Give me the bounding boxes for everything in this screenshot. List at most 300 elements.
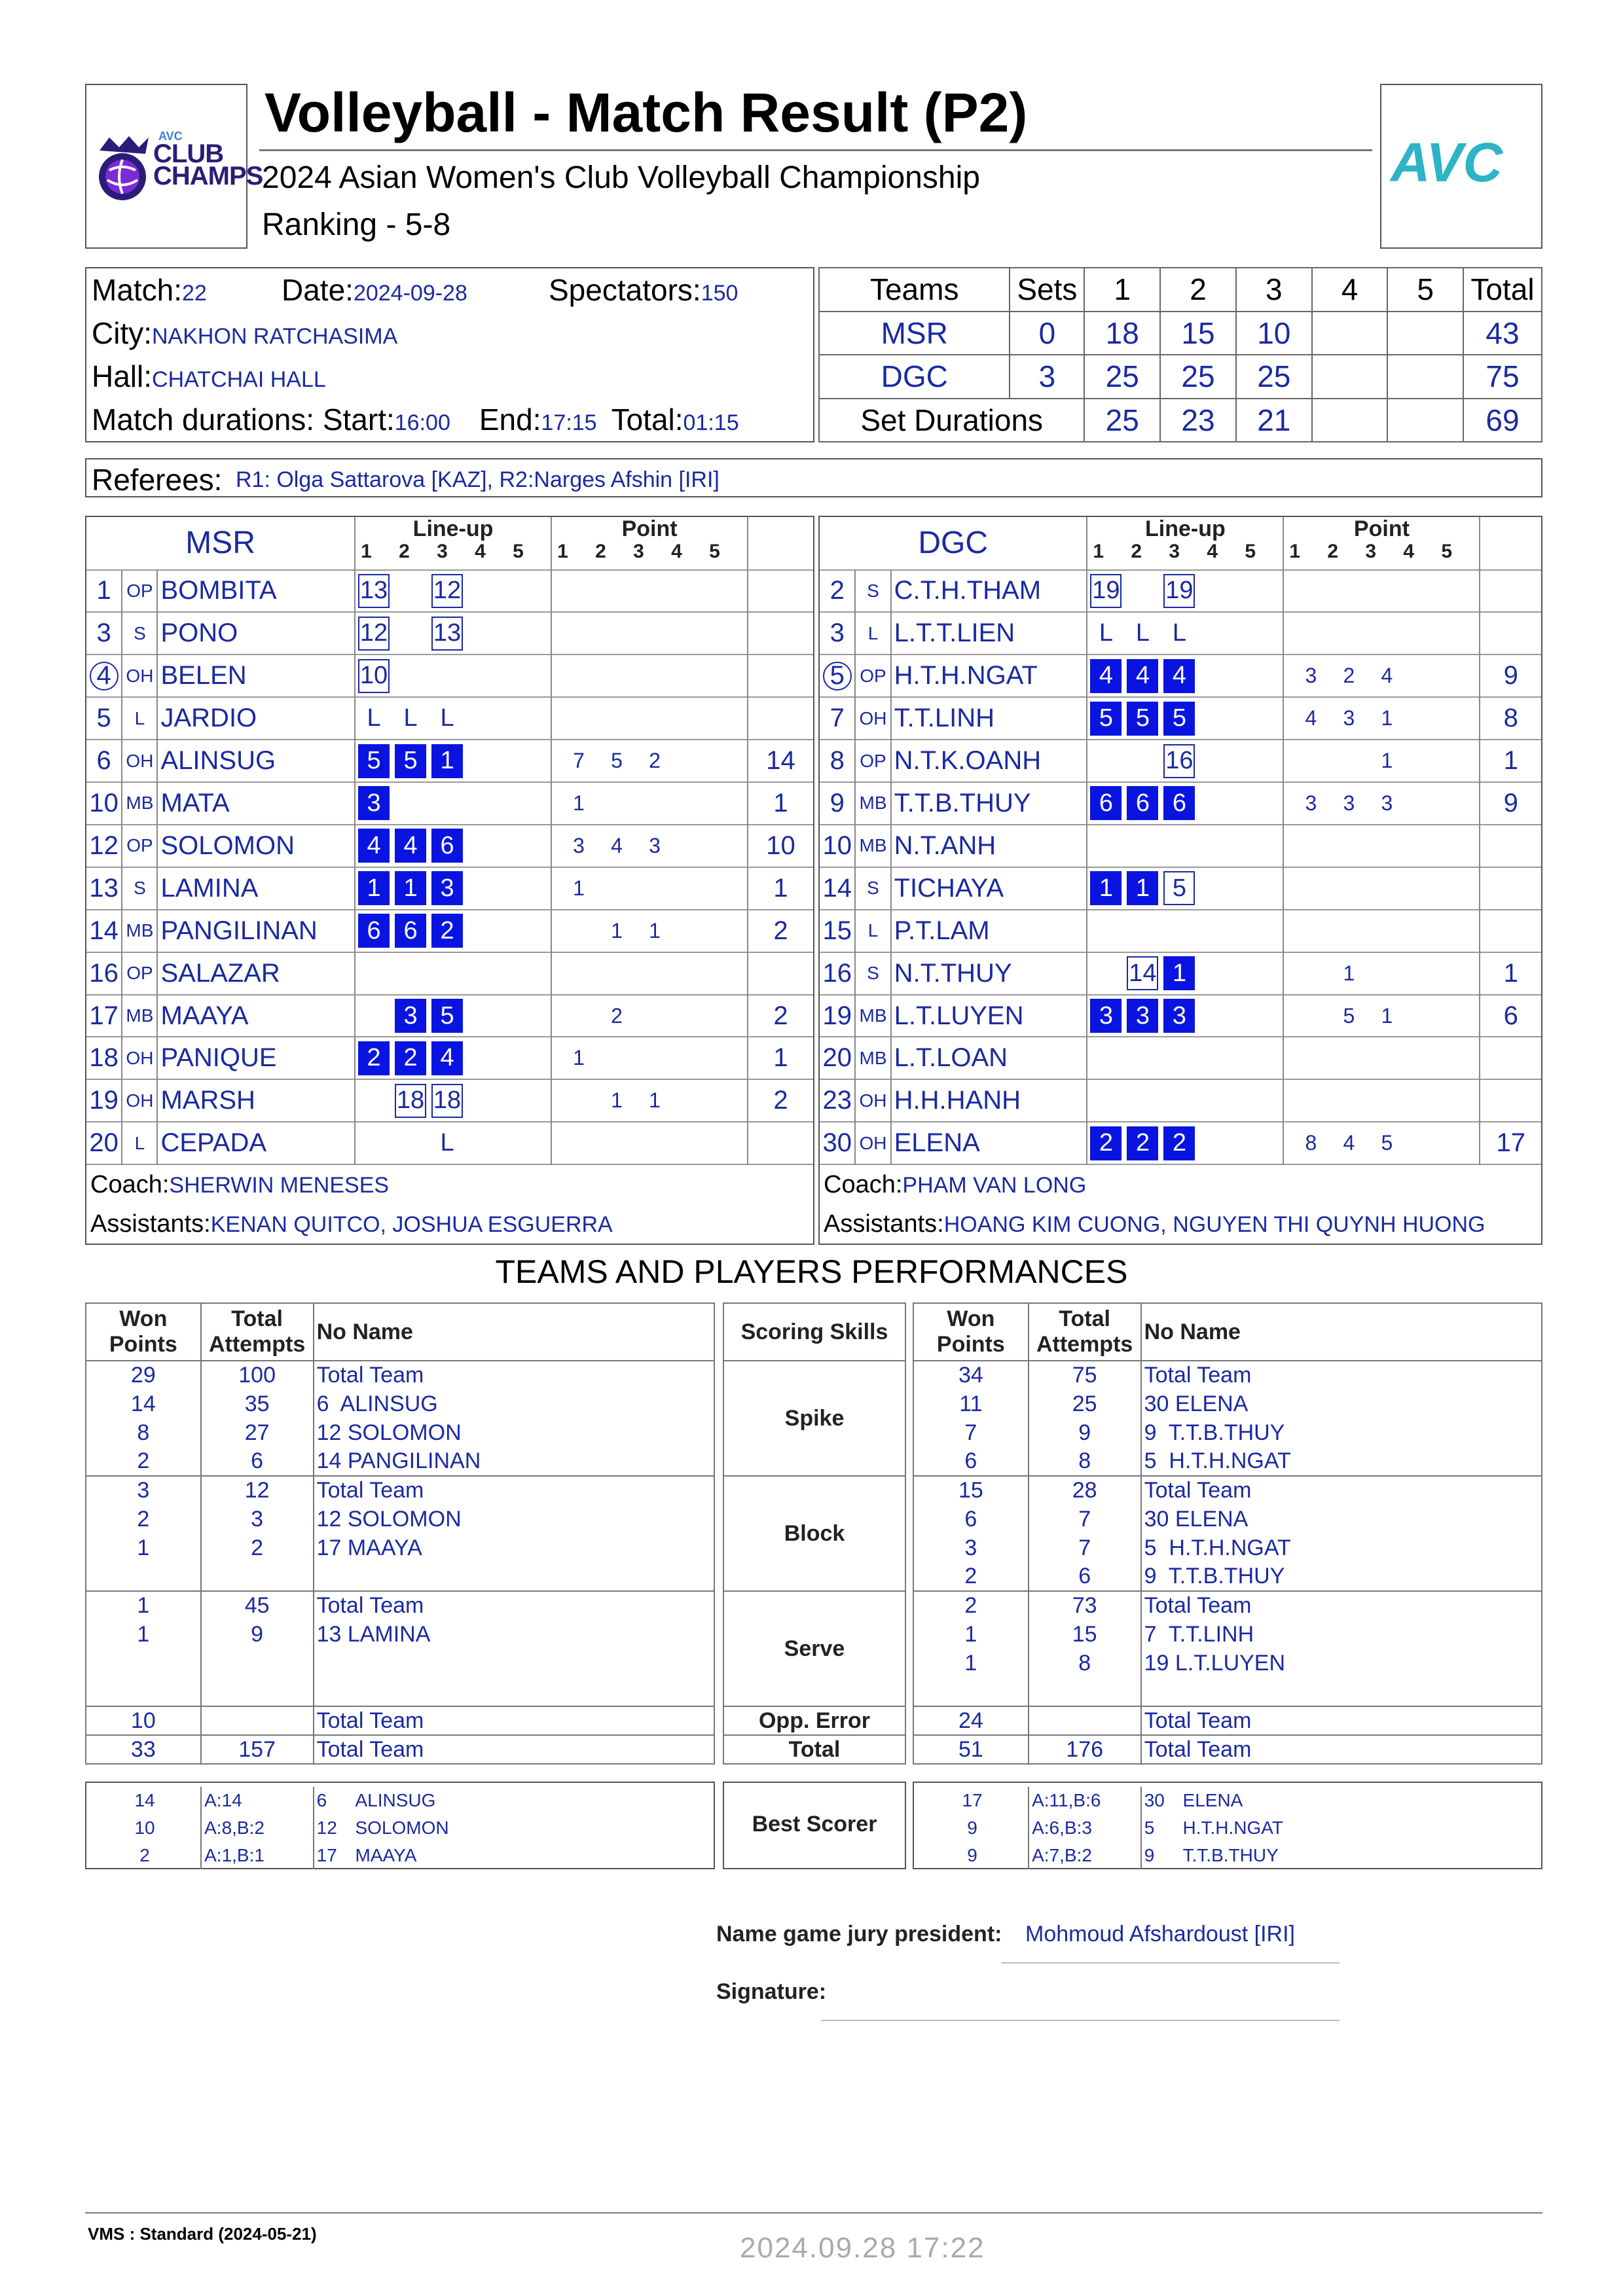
player-position: OP: [122, 952, 157, 995]
score-cell: 0: [1010, 312, 1084, 355]
spectators-label: Spectators:: [549, 273, 701, 307]
player-name: 12 SOLOMON: [314, 1505, 714, 1534]
lineup-cells: [1087, 825, 1283, 867]
set-number: 4: [475, 541, 486, 562]
set-point: 5: [1343, 1003, 1355, 1028]
set-point: 5: [1381, 1131, 1393, 1155]
player-name: Total Team: [314, 1735, 714, 1764]
player-name: P.T.LAM: [891, 910, 1087, 952]
player-name: Total Team: [314, 1361, 714, 1390]
lineup-position: 1: [1090, 871, 1122, 905]
score-cell: DGC: [819, 355, 1010, 399]
won-points: 10: [86, 1706, 201, 1735]
assistants-name: HOANG KIM CUONG, NGUYEN THI QUYNH HUONG: [943, 1212, 1486, 1238]
player-name: 7 T.T.LINH: [1141, 1620, 1542, 1649]
total-attempts: 6: [201, 1447, 314, 1476]
set-duration: 21: [1236, 399, 1312, 442]
player-position: S: [122, 612, 157, 655]
lineup-cells: [355, 782, 551, 825]
score-cell: 43: [1463, 312, 1542, 355]
set-point: 4: [1305, 706, 1317, 730]
set-number: 4: [1207, 541, 1218, 562]
total-attempts: 73: [1029, 1591, 1141, 1620]
footer-rule: [85, 2212, 1542, 2214]
lineup-position: 4: [358, 829, 390, 863]
performance-title: TEAMS AND PLAYERS PERFORMANCES: [495, 1253, 1128, 1290]
total-header: [748, 517, 813, 570]
player-name: H.T.H.NGAT: [891, 655, 1087, 697]
scorer-name: ALINSUG: [355, 1790, 436, 1810]
player-total-points: 2: [748, 995, 813, 1037]
player-name: [314, 1562, 714, 1591]
scorer-number: 30: [1141, 1787, 1180, 1814]
player-number: 20: [820, 1037, 855, 1079]
set-number: 3: [633, 541, 644, 562]
player-number: 23: [820, 1079, 855, 1122]
spike-row: [913, 1390, 1542, 1418]
lineup-header: [1087, 517, 1283, 570]
set-number: 2: [1131, 541, 1142, 562]
player-name: L.T.LOAN: [891, 1037, 1087, 1079]
total-attempts: [1029, 1677, 1141, 1706]
player-total-points: 1: [748, 782, 813, 825]
lineup-cells: [1087, 867, 1283, 910]
lineup-position: 19: [1090, 574, 1122, 608]
player-number: 14: [820, 867, 855, 910]
player-name: CEPADA: [157, 1122, 355, 1164]
player-name: [1141, 1677, 1542, 1706]
total-attempts: [201, 1677, 314, 1706]
best-scorer-row: [914, 1814, 1541, 1842]
set-points: [1283, 570, 1480, 613]
set-point: 3: [1343, 706, 1355, 730]
player-row: [820, 1037, 1541, 1079]
lineup-position: 13: [431, 617, 463, 651]
scorer-breakdown: A:8,B:2: [201, 1814, 314, 1842]
set-point: 1: [573, 791, 585, 815]
point-header: [1283, 517, 1480, 570]
player-position: S: [855, 867, 890, 910]
scorer-number: 5: [1141, 1814, 1180, 1842]
player-name: 5 H.T.H.NGAT: [1141, 1447, 1542, 1476]
player-position: MB: [855, 1037, 890, 1079]
score-cell: 25: [1084, 355, 1160, 399]
player-name: PANGILINAN: [157, 910, 355, 952]
lineup-position: 2: [431, 914, 463, 948]
player-number: 1: [86, 570, 122, 613]
player-name: 12 SOLOMON: [314, 1418, 714, 1447]
set-point: 5: [611, 749, 623, 773]
team-b-lineup: [818, 516, 1542, 1245]
set-point: 3: [1343, 791, 1355, 815]
won-points: 1: [86, 1591, 201, 1620]
lineup-position: 5: [431, 999, 463, 1033]
score-header-5: 4: [1312, 268, 1388, 312]
set-number: 3: [1169, 541, 1180, 562]
total-attempts: 8: [1029, 1447, 1141, 1476]
lineup-cells: [1087, 740, 1283, 782]
lineup-position: L: [1135, 619, 1150, 647]
set-point: 3: [1305, 664, 1317, 688]
player-name: Total Team: [1141, 1735, 1542, 1764]
won-points: 6: [913, 1447, 1029, 1476]
player-row: [820, 782, 1541, 825]
lineup-position: 19: [1163, 574, 1195, 608]
set-point: 3: [573, 833, 585, 857]
player-name: H.H.HANH: [891, 1079, 1087, 1122]
coach-name: PHAM VAN LONG: [902, 1173, 1087, 1198]
set-points: [1283, 910, 1480, 952]
start-time: 16:00: [394, 410, 450, 435]
lineup-position: 4: [1127, 659, 1158, 693]
set-number: 3: [437, 541, 448, 562]
total-attempts: 176: [1029, 1735, 1141, 1764]
set-point: 2: [1343, 664, 1355, 688]
player-number: 7: [820, 697, 855, 740]
player-row: [820, 740, 1541, 782]
serve-row: [86, 1591, 714, 1620]
best-scorer-row: [914, 1842, 1541, 1869]
lineup-cells: [1087, 910, 1283, 952]
lineup-position: 1: [358, 871, 390, 905]
player-name: 30 ELENA: [1141, 1390, 1542, 1418]
lineup-cells: [355, 655, 551, 697]
team-a-best-scorers: [85, 1782, 715, 1869]
skills-header: Scoring Skills: [723, 1303, 905, 1361]
player-name: MARSH: [157, 1079, 355, 1122]
player-row: [820, 867, 1541, 910]
won-points: 8: [86, 1418, 201, 1447]
won-points: [86, 1677, 201, 1706]
block-label: Block: [723, 1476, 905, 1591]
perf-header-att: Total Attempts: [201, 1303, 314, 1361]
block-row: [913, 1562, 1542, 1591]
block-row: [86, 1505, 714, 1534]
opp-row: [913, 1706, 1542, 1735]
lineup-position: 18: [431, 1084, 463, 1118]
player-position: L: [855, 910, 890, 952]
set-point: 1: [1381, 749, 1393, 773]
total-attempts: 9: [1029, 1418, 1141, 1447]
captain-marker: 5: [823, 662, 852, 691]
block-row: [86, 1562, 714, 1591]
total-label: Total:: [611, 403, 684, 437]
club-champs-logo: [93, 128, 263, 207]
player-row: [820, 1122, 1541, 1164]
player-name: L.T.T.LIEN: [891, 612, 1087, 655]
player-name: SALAZAR: [157, 952, 355, 995]
player-number: [86, 655, 122, 697]
lineup-header: [355, 517, 551, 570]
player-number: 15: [820, 910, 855, 952]
set-points: [551, 952, 748, 995]
lineup-position: 3: [431, 871, 463, 905]
lineup-position: 6: [395, 914, 426, 948]
lineup-position: L: [367, 704, 381, 732]
total-attempts: 45: [201, 1591, 314, 1620]
assistants-name: KENAN QUITCO, JOSHUA ESGUERRA: [210, 1212, 613, 1238]
player-name: C.T.H.THAM: [891, 570, 1087, 613]
lineup-label: Line-up: [412, 516, 494, 541]
player-name: N.T.THUY: [891, 952, 1087, 995]
set-number: 1: [1289, 541, 1301, 562]
end-label: End:: [479, 403, 541, 437]
scorer-breakdown: A:11,B:6: [1029, 1787, 1141, 1814]
player-row: [820, 825, 1541, 867]
scorer-breakdown: A:7,B:2: [1029, 1842, 1141, 1869]
vms-version: VMS : Standard (2024-05-21): [88, 2224, 317, 2244]
lineup-cells: [1087, 1079, 1283, 1122]
set-number: 2: [595, 541, 606, 562]
player-number: 9: [820, 782, 855, 825]
player-position: OH: [122, 740, 157, 782]
lineup-position: 18: [395, 1084, 426, 1118]
set-number: 5: [1441, 541, 1453, 562]
scorer-number: 17: [314, 1842, 353, 1869]
scorer-number: 6: [314, 1787, 353, 1814]
player-total-points: [748, 1122, 813, 1164]
player-row: [86, 782, 813, 825]
lineup-position: 4: [1090, 659, 1122, 693]
spike-row: [913, 1361, 1542, 1390]
logo-ball-icon: [93, 131, 152, 203]
scorer-points: 10: [134, 1818, 155, 1838]
player-total-points: 14: [748, 740, 813, 782]
right-logo-box: [1380, 84, 1542, 249]
set-points: [551, 655, 748, 697]
set-point: 1: [649, 918, 661, 942]
match-info-box: [85, 267, 814, 442]
player-row: [820, 952, 1541, 995]
set-point: 2: [611, 1003, 623, 1028]
won-points: 29: [86, 1361, 201, 1390]
scorer-breakdown: A:1,B:1: [201, 1842, 314, 1869]
serve-row: [913, 1649, 1542, 1677]
player-row: [820, 910, 1541, 952]
total-attempts: 25: [1029, 1390, 1141, 1418]
player-name: 30 ELENA: [1141, 1505, 1542, 1534]
player-total-points: [1480, 570, 1541, 613]
player-total-points: 1: [1480, 952, 1541, 995]
serve-label: Serve: [723, 1591, 905, 1706]
lineup-position: 3: [358, 786, 390, 820]
date-label: Date:: [282, 273, 354, 307]
scorer-points: 9: [967, 1845, 977, 1865]
player-position: S: [855, 952, 890, 995]
set-point: 1: [611, 918, 623, 942]
lineup-cells: [355, 612, 551, 655]
set-number: 3: [1365, 541, 1377, 562]
player-total-points: [748, 612, 813, 655]
team-a-performance: [85, 1302, 715, 1766]
player-name: 5 H.T.H.NGAT: [1141, 1534, 1542, 1562]
spike-row: [86, 1447, 714, 1476]
set-point: 8: [1305, 1131, 1317, 1155]
player-name: Total Team: [1141, 1706, 1542, 1735]
lineup-position: 6: [431, 829, 463, 863]
jury-name: Mohmoud Afshardoust [IRI]: [1025, 1922, 1295, 1946]
lineup-cells: [355, 952, 551, 995]
total-row: [913, 1735, 1542, 1764]
serve-row: [913, 1677, 1542, 1706]
player-row: [86, 952, 813, 995]
player-number: 19: [86, 1079, 122, 1122]
lineup-cells: [355, 995, 551, 1037]
assistants-label: Assistants:: [90, 1210, 211, 1238]
player-total-points: [748, 655, 813, 697]
player-number: 12: [86, 825, 122, 867]
player-position: MB: [855, 995, 890, 1037]
scorer-points: 2: [139, 1845, 150, 1865]
total-time: 01:15: [683, 410, 739, 435]
lineup-position: 5: [1163, 871, 1195, 905]
score-cell: 10: [1236, 312, 1312, 355]
score-cell: 25: [1236, 355, 1312, 399]
player-name: ELENA: [891, 1122, 1087, 1164]
lineup-cells: [355, 570, 551, 613]
total-attempts: 7: [1029, 1505, 1141, 1534]
total-attempts: 12: [201, 1476, 314, 1505]
won-points: 7: [913, 1418, 1029, 1447]
scoring-skills: [723, 1302, 906, 1766]
best-scorer-row: [86, 1787, 714, 1814]
jury-label: Name game jury president:: [716, 1922, 1002, 1946]
lineup-cells: [1087, 1122, 1283, 1164]
player-position: MB: [122, 995, 157, 1037]
total-attempts: [201, 1562, 314, 1591]
set-number: 1: [557, 541, 568, 562]
player-number: 8: [820, 740, 855, 782]
set-point: 1: [573, 1046, 585, 1070]
player-position: OP: [122, 570, 157, 613]
set-point: 3: [1381, 791, 1393, 815]
score-cell: [1387, 355, 1463, 399]
spike-row: [913, 1447, 1542, 1476]
lineup-cells: [355, 740, 551, 782]
best-scorer-row: [86, 1814, 714, 1842]
won-points: 11: [913, 1390, 1029, 1418]
score-header-7: Total: [1463, 268, 1542, 312]
lineup-position: 1: [1163, 956, 1195, 990]
set-point: 1: [1343, 961, 1355, 985]
won-points: 14: [86, 1390, 201, 1418]
logo-text: CLUB CHAMPS: [153, 139, 263, 190]
scorer-name: H.T.H.NGAT: [1182, 1818, 1284, 1838]
total-attempts: 28: [1029, 1476, 1141, 1505]
scorer-name: MAAYA: [355, 1845, 417, 1865]
player-position: S: [122, 867, 157, 910]
player-position: OH: [122, 1079, 157, 1122]
title-rule: [259, 149, 1372, 151]
scorer-points: 9: [967, 1818, 977, 1838]
lineup-table: [86, 517, 813, 1244]
player-number: 18: [86, 1037, 122, 1079]
player-row: [86, 867, 813, 910]
referees-box: [85, 458, 1542, 497]
lineup-cells: [1087, 782, 1283, 825]
set-number: 5: [1245, 541, 1256, 562]
team-name: DGC: [918, 526, 989, 561]
player-total-points: 8: [1480, 697, 1541, 740]
timestamp-stamp: 2024.09.28 17:22: [740, 2232, 985, 2264]
set-point: 7: [573, 749, 585, 773]
player-total-points: 17: [1480, 1122, 1541, 1164]
score-cell: 25: [1160, 355, 1236, 399]
set-points: [1283, 697, 1480, 740]
lineup-position: 2: [358, 1041, 390, 1075]
set-points: [551, 1122, 748, 1164]
best-scorer-table: [914, 1787, 1541, 1869]
player-number: 16: [820, 952, 855, 995]
player-name: JARDIO: [157, 697, 355, 740]
player-position: OP: [855, 740, 890, 782]
opp-row: [86, 1706, 714, 1735]
won-points: 2: [913, 1562, 1029, 1591]
spike-row: [86, 1390, 714, 1418]
won-points: 34: [913, 1361, 1029, 1390]
player-position: L: [855, 612, 890, 655]
player-row: [86, 570, 813, 613]
lineup-position: 6: [1163, 786, 1195, 820]
player-row: [820, 1079, 1541, 1122]
best-scorer-row: [86, 1842, 714, 1869]
spike-row: [86, 1361, 714, 1390]
end-time: 17:15: [541, 410, 597, 435]
set-number: 1: [1093, 541, 1104, 562]
total-attempts: 2: [201, 1534, 314, 1562]
player-number: 19: [820, 995, 855, 1037]
set-points: [1283, 952, 1480, 995]
player-position: OH: [855, 1122, 890, 1164]
player-total-points: [1480, 612, 1541, 655]
perf-header-name: No Name: [314, 1303, 714, 1361]
player-position: MB: [855, 782, 890, 825]
championship-name: 2024 Asian Women's Club Volleyball Championship: [262, 160, 980, 195]
ranking: Ranking - 5-8: [262, 207, 451, 242]
player-name: MATA: [157, 782, 355, 825]
team-b-best-scorers: [913, 1782, 1542, 1869]
score-cell: [1312, 355, 1388, 399]
lineup-cells: [355, 910, 551, 952]
set-points: [551, 1079, 748, 1122]
block-row: [913, 1505, 1542, 1534]
won-points: 3: [913, 1534, 1029, 1562]
score-cell: 75: [1463, 355, 1542, 399]
player-position: OH: [855, 1079, 890, 1122]
player-total-points: [1480, 910, 1541, 952]
total-label: Total: [723, 1735, 905, 1764]
player-row: [86, 825, 813, 867]
signature-line: [821, 2020, 1340, 2021]
set-point: 1: [1381, 706, 1393, 730]
player-row: [86, 1079, 813, 1122]
set-duration: [1387, 399, 1463, 442]
player-total-points: [748, 952, 813, 995]
player-position: OH: [122, 655, 157, 697]
jury-line: [1002, 1962, 1340, 1964]
player-total-points: 1: [1480, 740, 1541, 782]
team-b-performance: [913, 1302, 1542, 1766]
player-number: 5: [86, 697, 122, 740]
player-name: T.T.LINH: [891, 697, 1087, 740]
player-total-points: 2: [748, 1079, 813, 1122]
player-row: [820, 995, 1541, 1037]
lineup-table: [820, 517, 1541, 1244]
set-point: 3: [1305, 791, 1317, 815]
player-row: [86, 655, 813, 697]
lineup-position: L: [1099, 619, 1113, 647]
player-position: L: [122, 697, 157, 740]
